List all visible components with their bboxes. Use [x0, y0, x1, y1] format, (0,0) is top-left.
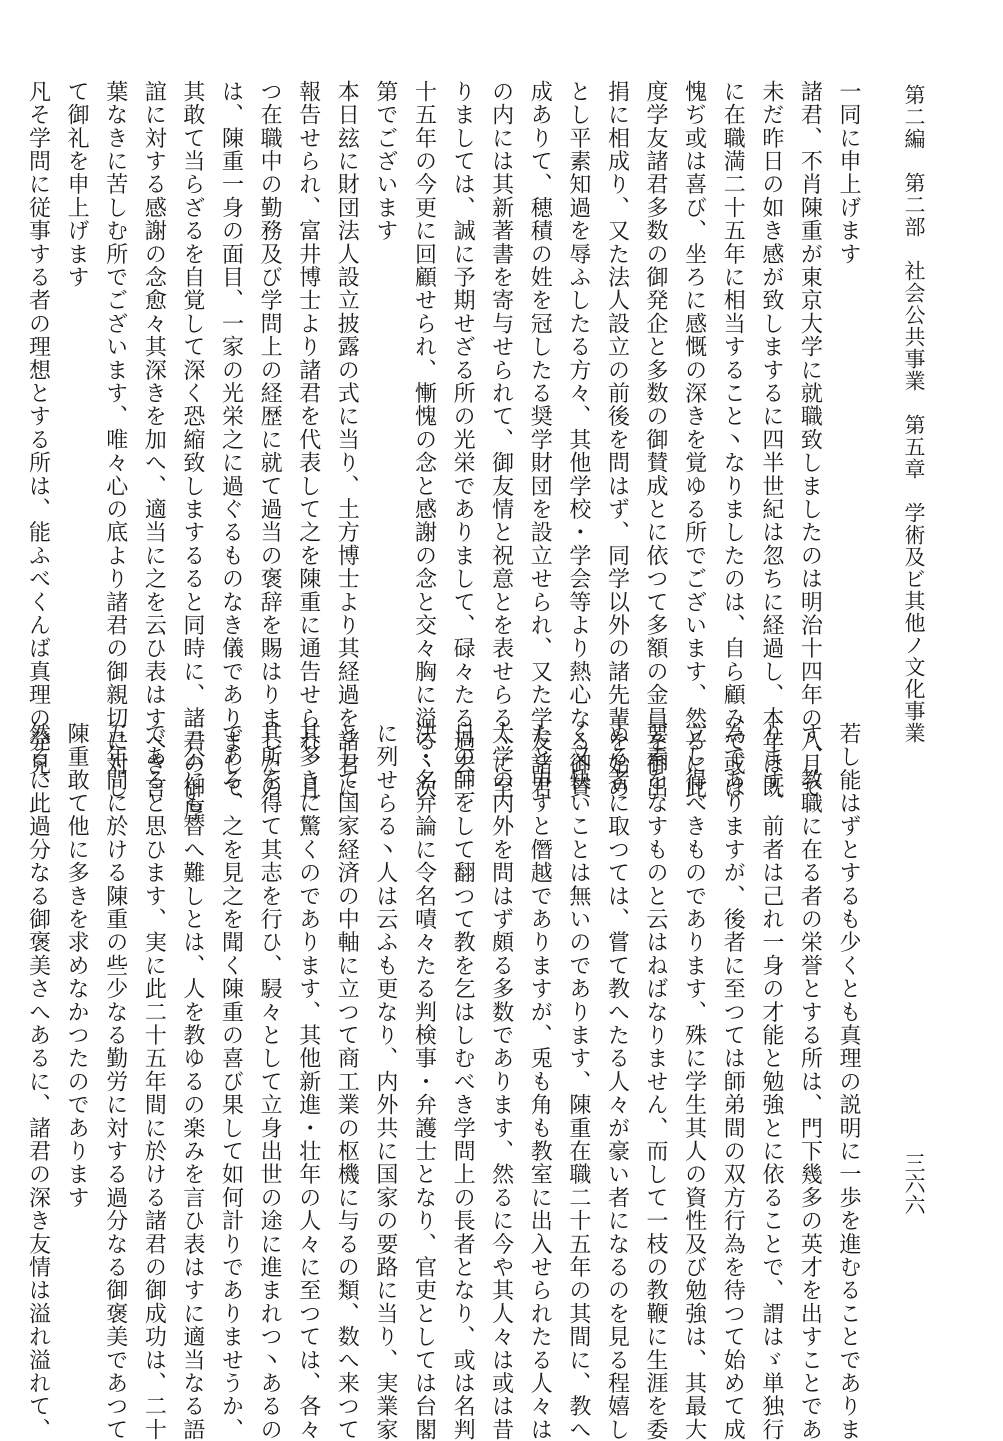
text-column: として国家経済の中軸に立つて商工業の枢機に与るの類、数へ来つて — [334, 722, 360, 1441]
text-column: つ在職中の勤務及び学問上の経歴に就て過当の褒辞を賜はりましたの — [257, 80, 283, 800]
text-column: 愧ぢ或は喜び、坐ろに感慨の深きを覚ゆる所でございます、然るに此 — [681, 80, 707, 800]
text-column: す、教職に在る者の栄誉とする所は、門下幾多の英才を出すことであ — [797, 722, 823, 1441]
text-column: 未だ昨日の如き感が致しまするに四半世紀は忽ちに経過し、本年は既 — [758, 80, 784, 800]
text-column: ぬる者に取つては、嘗て教へたる人々が豪い者になるのを見る程嬉し — [604, 722, 630, 1441]
text-column: は、陳重一身の面目、一家の光栄之に過ぐるものなき儀でありまして — [218, 80, 244, 800]
text-column: く又快いことは無いのであります、陳重在職二十五年の其間に、教へ — [565, 722, 591, 1441]
text-column: 其所を得て其志を行ひ、駸々として立身出世の途に進まれつ丶あるの — [257, 722, 283, 1441]
text-column: 然るに此過分なる御褒美さへあるに、諸君の深き友情は溢れ溢れて、 — [25, 722, 51, 1441]
text-column: 葉なきに苦しむ所でございます、唯々心の底より諸君の御親切に対し — [102, 80, 128, 800]
bottom-text-block — [14, 722, 863, 1441]
text-column: 大学の内外を問はず頗る多数であります、然るに今や其人々は或は昔 — [488, 722, 514, 1441]
text-column: である、之を見之を聞く陳重の喜び果して如何計りでありませうか、 — [218, 722, 244, 1441]
text-column: 若し能はずとするも少くとも真理の説明に一歩を進むることでありま — [836, 722, 861, 1441]
text-column: 報告せられ、富井博士より諸君を代表して之を陳重に通告せられ、且 — [295, 80, 321, 800]
text-column: 本日玆に財団法人設立披露の式に当り、土方博士より其経過を諸君に — [334, 80, 360, 800]
text-column: りましては、誠に予期せざる所の光栄でありまして、碌々たる過去二 — [450, 80, 476, 800]
text-column: 成ありて、穂積の姓を冠したる奨学財団を設立せられ、又た学友諸君 — [527, 80, 553, 800]
page-number: 三六六 — [902, 1152, 926, 1215]
text-column: 捐に相成り、又た法人設立の前後を問はず、同学以外の諸先輩を始め — [604, 80, 630, 800]
text-column: であると思ひます、実に此二十五年間に於ける諸君の御成功は、二十 — [141, 722, 167, 1441]
text-column: 度学友諸君多数の御発企と多数の御賛成とに依つて多額の金員を御出 — [643, 80, 669, 800]
text-column: 誼に対する感謝の念愈々其深きを加へ、適当に之を云ひ表はすべき言 — [141, 80, 167, 800]
text-column: 立し得べきものであります、殊に学生其人の資性及び勉強は、其最大 — [681, 722, 707, 1441]
text-column: 要素をなすものと云はねばなりません、而して一枝の教鞭に生涯を委 — [643, 722, 669, 1441]
text-column: に列せらる丶人は云ふも更なり、内外共に国家の要路に当り、実業家 — [372, 722, 398, 1441]
text-column: 第でございます — [372, 80, 398, 243]
text-column: て御礼を申上げます — [64, 80, 90, 289]
text-column: に在職満二十五年に相当すること丶なりましたのは、自ら顧みて或は — [720, 80, 746, 800]
text-column: 為でありますが、後者に至つては師弟間の双方行為を待つて始めて成 — [720, 722, 746, 1441]
text-column: 日の師をして翻つて教を乞はしむべき学問上の長者となり、或は名判 — [450, 722, 476, 1441]
text-column: とし平素知過を辱ふしたる方々、其他学校・学会等より熱心なる御賛 — [565, 80, 591, 800]
text-column: たと申すと僭越でありますが、兎も角も教室に出入せられたる人々は — [527, 722, 553, 1441]
text-column: 諸君、不肖陳重が東京大学に就職致しましたのは明治十四年の八月で — [797, 80, 823, 800]
top-text-block — [14, 80, 863, 823]
text-column: 五年間に於ける陳重の些少なる勤労に対する過分なる御褒美であつて — [102, 722, 128, 1441]
running-header: 第二編 第二部 社会公共事業 第五章 学術及ビ其他ノ文化事業 — [902, 84, 926, 744]
text-column: 凡そ学問に従事する者の理想とする所は、能ふべくんば真理の発見、 — [25, 80, 51, 800]
text-column: 決・名弁論に令名嘖々たる判検事・弁護士となり、官吏としては台閣 — [411, 722, 437, 1441]
text-column: の内には其新著書を寄与せられて、御友情と祝意とを表せらる丶に至 — [488, 80, 514, 800]
text-column: 一同に申上げます — [836, 80, 861, 266]
text-column: 其敢て当らざるを自覚して深く恐縮致しまするると同時に、諸君の御厚 — [179, 80, 205, 823]
text-column: ります、前者は己れ一身の才能と勉強とに依ることで、謂はゞ単独行 — [758, 722, 784, 1441]
text-column: 其多きに驚くのであります、其他新進・壮年の人々に至つては、各々 — [295, 722, 321, 1441]
text-column: 三公にも替へ難しとは、人を教ゆるの楽みを言ひ表はすに適当なる語 — [179, 722, 205, 1441]
text-column: 陳重敢て他に多きを求めなかつたのであります — [64, 722, 90, 1210]
text-column: 十五年の今更に回顧せられ、慚愧の念と感謝の念と交々胸に溢る丶次 — [411, 80, 437, 800]
